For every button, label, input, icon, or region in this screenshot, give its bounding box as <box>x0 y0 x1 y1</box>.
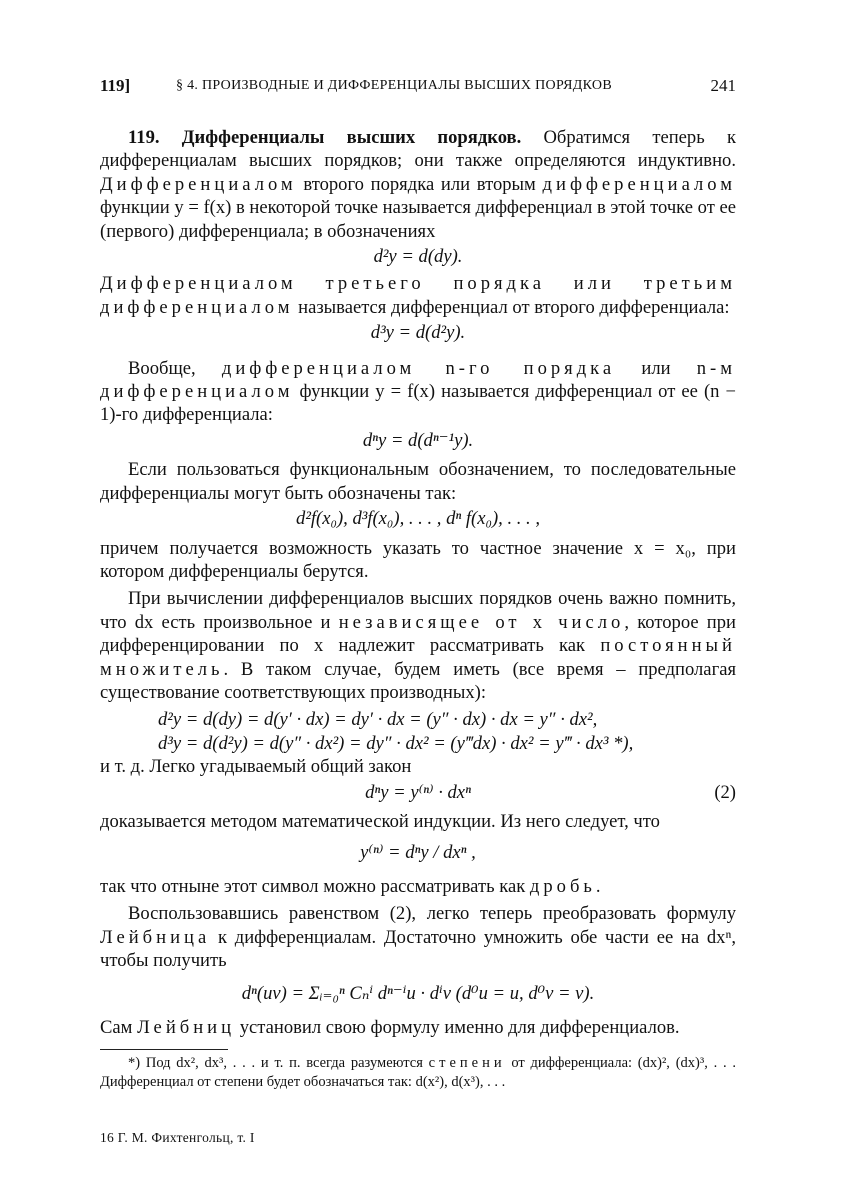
running-header <box>100 76 736 104</box>
paragraph-9: так что отныне этот символ можно рассматривать как дробь. <box>100 875 601 897</box>
paragraph-4: Если пользоваться функциональным обозначением, то последовательные дифференциалы могут быть обозначены так: <box>100 459 736 504</box>
footnote: *) Под dx², dx³, . . . и т. п. всегда разумеются степени от дифференциала: (dx)², (dx)³, . . . Дифференциал от степени будет обозначаться так: d(x²), d(x³), . . . <box>100 1055 736 1091</box>
signature-footer: 16 Г. М. Фихтенгольц, т. I <box>100 1130 255 1145</box>
header-section-number: 119] <box>100 76 131 95</box>
paragraph-11: Сам Лейбниц установил свою формулу именно для дифференциалов. <box>100 1016 680 1038</box>
equation-6: d³y = d(d²y) = d(y″ · dx²) = dy″ · dx² = (y‴dx) · dx² = y‴ · dx³ *), <box>158 732 634 754</box>
paragraph-5: причем получается возможность указать то частное значение x = x₀, при котором дифференциалы берутся. <box>100 537 736 582</box>
equation-8: y⁽ⁿ⁾ = dⁿy / dxⁿ , <box>360 842 476 864</box>
body-text <box>100 126 736 1092</box>
header-title: § 4. ПРОИЗВОДНЫЕ И ДИФФЕРЕНЦИАЛЫ ВЫСШИХ ПОРЯДКОВ <box>176 78 612 93</box>
equation-9: dⁿ(uv) = Σᵢ₌₀ⁿ Cₙⁱ dⁿ⁻ⁱu · dⁱv (d⁰u = u, d⁰v = v). <box>241 983 595 1005</box>
page-number: 241 <box>710 76 736 95</box>
equation-number: (2) <box>714 781 736 803</box>
paragraph-3: Вообще, дифференциалом n-го порядка или n-м дифференциалом функции y = f(x) называется дифференциал от ее (n − 1)-го дифференциала: <box>100 357 736 426</box>
equation-2: d³y = d(d²y). <box>370 322 466 344</box>
paragraph-8: доказывается методом математической индукции. Из него следует, что <box>100 810 660 832</box>
section-heading: 119. Дифференциалы высших порядков. <box>128 127 522 148</box>
paragraph-7: и т. д. Легко угадываемый общий закон <box>100 756 412 778</box>
paragraph-2: Дифференциалом третьего порядка или третьим дифференциалом называется дифференциал от второго дифференциала: <box>100 273 736 318</box>
paragraph-10: Воспользовавшись равенством (2), легко теперь преобразовать формулу Лейбница к дифференциалам. Достаточно умножить обе части ее на dxⁿ, чтобы получить <box>100 903 736 971</box>
equation-7: dⁿy = y⁽ⁿ⁾ · dxⁿ (2) <box>365 781 736 803</box>
equation-5: d²y = d(dy) = d(y′ · dx) = dy′ · dx = (y″ · dx) · dx = y″ · dx², <box>158 709 598 731</box>
footnote-rule <box>100 1049 228 1050</box>
page <box>100 76 736 1092</box>
equation-1: d²y = d(dy). <box>373 246 463 268</box>
equation-4: d²f(x₀), d³f(x₀), . . . , dⁿ f(x₀), . . . , <box>296 508 540 530</box>
paragraph-1: 119. Дифференциалы высших порядков. Обратимся теперь к дифференциалам высших порядков; они также определяются индуктивно. Дифференциалом второго порядка или вторым дифференциалом функции y = f(x) в некоторой точке называется дифференциал в этой точке от ее (первого) дифференциала; в обозначениях <box>100 127 736 242</box>
equation-3: dⁿy = d(dⁿ⁻¹y). <box>362 429 474 451</box>
paragraph-6: При вычислении дифференциалов высших порядков очень важно помнить, что dx есть произвольное и независящее от x число, которое при дифференцировании по x надлежит рассматривать как постоянный множитель. В таком случае, будем иметь (все время – предполагая существование соответствующих производных): <box>100 588 736 703</box>
